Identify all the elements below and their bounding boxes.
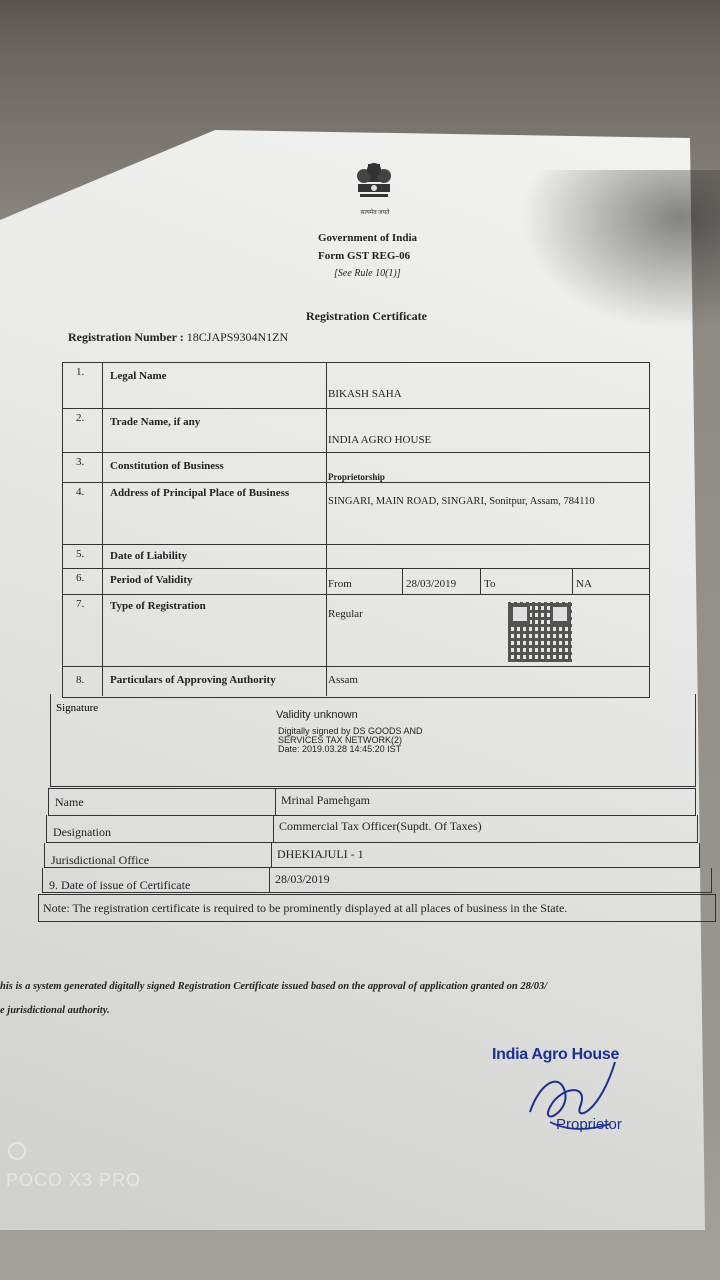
row-value: Assam: [328, 674, 358, 686]
row-label: Type of Registration: [110, 600, 206, 612]
table-row: [62, 362, 650, 409]
row-number: 6.: [76, 572, 85, 584]
officer-label: Designation: [53, 825, 111, 839]
stamp-role: Proprietor: [556, 1116, 622, 1133]
row-number: 1.: [76, 366, 85, 378]
officer-label: 9. Date of issue of Certificate: [49, 878, 191, 892]
signature-label: Signature: [56, 702, 99, 714]
row-value: Regular: [328, 608, 363, 620]
validity-divider: [402, 568, 403, 594]
row-label: Period of Validity: [110, 574, 193, 586]
signed-line: Date: 2019.03.28 14:45:20 IST: [278, 744, 402, 754]
table-row: [62, 408, 650, 453]
row-number: 2.: [76, 412, 85, 424]
validity-to-value: NA: [576, 578, 592, 590]
note-text: Note: The registration certificate is required to be prominently displayed at all places of business in the State.: [43, 901, 568, 915]
row-number: 4.: [76, 486, 85, 498]
statement-line: his is a system generated digitally signed Registration Certificate issued based on the approval of application granted on 28/03/: [0, 981, 548, 992]
table-row: [62, 544, 650, 569]
government-heading: Government of India: [318, 232, 417, 244]
officer-row: [44, 843, 700, 868]
row-label: Legal Name: [110, 370, 167, 382]
form-heading: Form GST REG-06: [318, 250, 411, 262]
row-label: Particulars of Approving Authority: [110, 674, 276, 686]
row-value: SINGARI, MAIN ROAD, SINGARI, Sonitpur, Assam, 784110: [328, 496, 595, 507]
signed-line: SERVICES TAX NETWORK(2): [278, 735, 403, 745]
qr-code: [508, 602, 572, 662]
emblem-caption: सत्यमेव जयते: [360, 210, 390, 216]
rule-reference: [See Rule 10(1)]: [334, 268, 401, 279]
row-label: Trade Name, if any: [110, 416, 201, 428]
digital-signature-details: [278, 727, 468, 754]
table-row: [62, 452, 650, 483]
signature-validity: Validity unknown: [276, 709, 358, 721]
validity-divider: [480, 568, 481, 594]
system-generated-statement: [0, 975, 720, 1023]
officer-divider: [271, 843, 272, 867]
row-value: BIKASH SAHA: [328, 388, 402, 400]
validity-to-label: To: [484, 578, 496, 590]
stamp-brand: India Agro House: [492, 1046, 620, 1063]
table-row: [62, 666, 650, 696]
officer-divider: [273, 815, 274, 842]
registration-number-label: Registration Number :: [68, 330, 184, 344]
camera-watermark: POCO X3 PRO: [6, 1170, 142, 1190]
row-label: Constitution of Business: [110, 460, 224, 472]
row-number: 8.: [76, 674, 85, 686]
display-note: [38, 894, 716, 922]
officer-row: [42, 868, 712, 893]
officer-divider: [275, 789, 276, 815]
registration-number-value: 18CJAPS9304N1ZN: [186, 330, 289, 344]
validity-from-label: From: [328, 578, 352, 590]
table-row: [62, 482, 650, 545]
officer-divider: [269, 868, 270, 892]
officer-row: [46, 815, 698, 843]
table-row: [62, 568, 650, 595]
row-number: 7.: [76, 598, 85, 610]
validity-from-date: 28/03/2019: [406, 578, 457, 590]
row-number: 3.: [76, 456, 85, 468]
officer-label: Jurisdictional Office: [51, 853, 150, 867]
officer-value: 28/03/2019: [275, 872, 330, 886]
row-number: 5.: [76, 548, 85, 560]
officer-value: Commercial Tax Officer(Supdt. Of Taxes): [279, 819, 482, 833]
row-value: INDIA AGRO HOUSE: [328, 434, 432, 446]
validity-divider: [572, 568, 573, 594]
camera-watermark-icon: [8, 1142, 26, 1160]
signed-line: Digitally signed by DS GOODS AND: [278, 726, 423, 736]
paper-shadow: [520, 170, 720, 330]
row-value: Proprietorship: [328, 472, 385, 482]
officer-value: Mrinal Pamehgam: [281, 793, 370, 807]
officer-value: DHEKIAJULI - 1: [277, 847, 364, 861]
row-label: Date of Liability: [110, 550, 187, 562]
officer-label: Name: [55, 795, 84, 809]
statement-line: e jurisdictional authority.: [0, 1005, 110, 1016]
officer-row: [48, 788, 696, 816]
certificate-title: Registration Certificate: [306, 309, 427, 323]
registration-number: [68, 330, 288, 345]
row-label: Address of Principal Place of Business: [110, 487, 290, 499]
